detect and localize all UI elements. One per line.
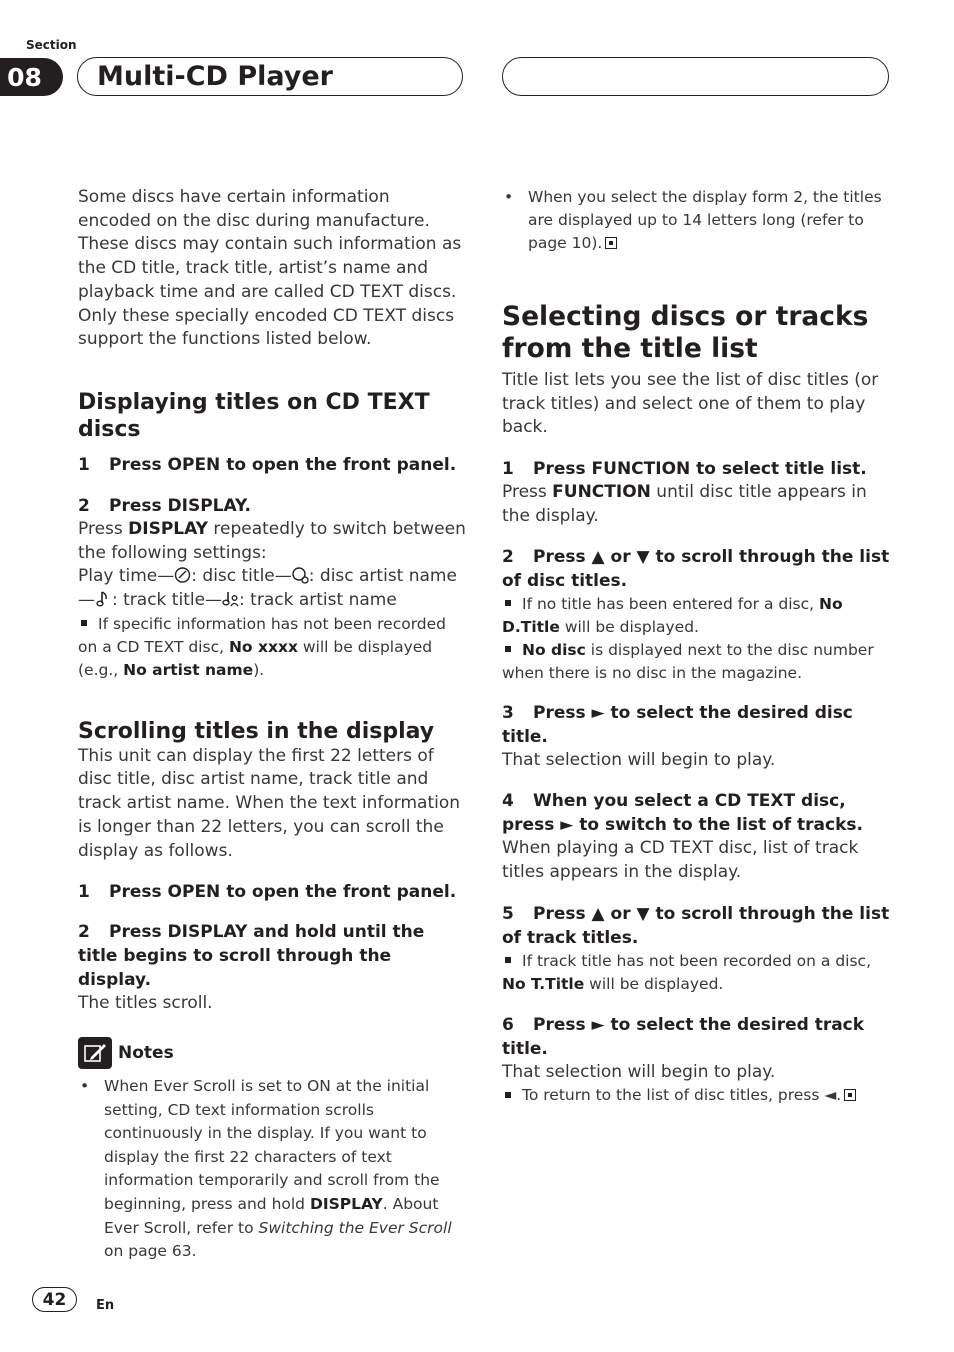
notes-label: Notes bbox=[118, 1042, 174, 1063]
section-label: Section bbox=[26, 38, 77, 52]
notes-pencil-icon bbox=[78, 1037, 112, 1069]
end-mark-icon bbox=[605, 237, 617, 249]
select-step-4-after: When playing a CD TEXT disc, list of track titles appears in the display. bbox=[502, 838, 859, 882]
select-step-2-note-1: If no title has been entered for a disc, No D.Title will be displayed. bbox=[502, 594, 843, 636]
scroll-after: The titles scroll. bbox=[78, 993, 213, 1014]
display-note: If specific information has not been recorded on a CD TEXT disc, No xxxx will be displayed (e.g., No artist name). bbox=[78, 614, 447, 679]
scroll-step-2: 2 Press DISPLAY and hold until the title begins to scroll through the display. bbox=[78, 922, 425, 991]
intro-paragraph: Some discs have certain information encoded on the disc during manufacture. These discs may contain such information as the CD title, track title, artist’s name and playback time and are called CD TEXT discs. Only these specially encoded CD TEXT discs support the functions listed below. bbox=[78, 187, 462, 350]
chapter-title: Multi-CD Player bbox=[77, 57, 463, 96]
select-step-1-body: Press FUNCTION until disc title appears in the display. bbox=[502, 482, 867, 526]
display-sequence: Play time— : disc title— : disc artist name — : track title— : track artist name bbox=[78, 566, 457, 611]
right-column bbox=[502, 186, 890, 1107]
select-step-4: 4 When you select a CD TEXT disc, press ► to switch to the list of tracks. bbox=[502, 791, 863, 836]
select-step-6-after: That selection will begin to play. bbox=[502, 1061, 776, 1082]
notes-header bbox=[78, 1037, 466, 1069]
select-step-6: 6 Press ► to select the desired track title. bbox=[502, 1014, 865, 1059]
select-step-1: 1 Press FUNCTION to select title list. bbox=[502, 459, 867, 480]
disc-title-icon bbox=[174, 565, 191, 584]
displaying-titles-heading: Displaying titles on CD TEXT discs bbox=[78, 389, 430, 442]
note-square-icon bbox=[505, 646, 511, 652]
select-step-5-note: If track title has not been recorded on a disc, No T.Title will be displayed. bbox=[502, 951, 871, 993]
select-step-3-after: That selection will begin to play. bbox=[502, 749, 776, 770]
step-1: 1 Press OPEN to open the front panel. bbox=[78, 454, 457, 475]
page-number: 42 bbox=[32, 1287, 77, 1312]
top-bullet: • When you select the display form 2, the titles are displayed up to 14 letters long (refer to page 10). bbox=[502, 186, 890, 255]
select-step-5: 5 Press ▲ or ▼ to scroll through the list of track titles. bbox=[502, 903, 890, 948]
selecting-intro: Title list lets you see the list of disc titles (or track titles) and select one of them to play back. bbox=[502, 370, 879, 438]
left-column bbox=[78, 186, 466, 1264]
scrolling-heading: Scrolling titles in the display bbox=[78, 718, 435, 744]
disc-artist-icon bbox=[292, 565, 309, 584]
step-2: 2 Press DISPLAY. bbox=[78, 495, 251, 516]
scrolling-body: This unit can display the first 22 letters of disc title, disc artist name, track title and track artist name. When the text information is longer than 22 letters, you can scroll the display as follows. bbox=[78, 745, 461, 861]
select-step-6-note: To return to the list of disc titles, press ◄. bbox=[502, 1084, 890, 1107]
notes-item: • When Ever Scroll is set to ON at the initial setting, CD text information scrolls continuously in the display. If you want to display the first 22 characters of text information temporarily and scroll from the beginning, press and hold DISPLAY. About Ever Scroll, refer to Switching the Ever Scroll on page 63. bbox=[78, 1075, 466, 1264]
note-square-icon bbox=[505, 600, 511, 606]
track-artist-icon bbox=[222, 589, 239, 608]
scroll-step-1: 1 Press OPEN to open the front panel. bbox=[78, 882, 457, 903]
select-step-2: 2 Press ▲ or ▼ to scroll through the list of disc titles. bbox=[502, 546, 890, 591]
track-title-icon bbox=[95, 589, 112, 608]
note-square-icon bbox=[505, 1092, 511, 1098]
end-mark-icon bbox=[844, 1089, 856, 1101]
select-step-2-note-2: No disc is displayed next to the disc number when there is no disc in the magazine. bbox=[502, 640, 874, 682]
header-right-box bbox=[502, 57, 889, 96]
select-step-3: 3 Press ► to select the desired disc title. bbox=[502, 702, 853, 747]
display-body: Press DISPLAY repeatedly to switch between the following settings: bbox=[78, 518, 466, 563]
section-number-badge: 08 bbox=[0, 58, 63, 96]
note-square-icon bbox=[81, 620, 87, 626]
selecting-heading: Selecting discs or tracks from the title list bbox=[502, 301, 869, 364]
note-square-icon bbox=[505, 957, 511, 963]
language-label: En bbox=[96, 1298, 115, 1313]
